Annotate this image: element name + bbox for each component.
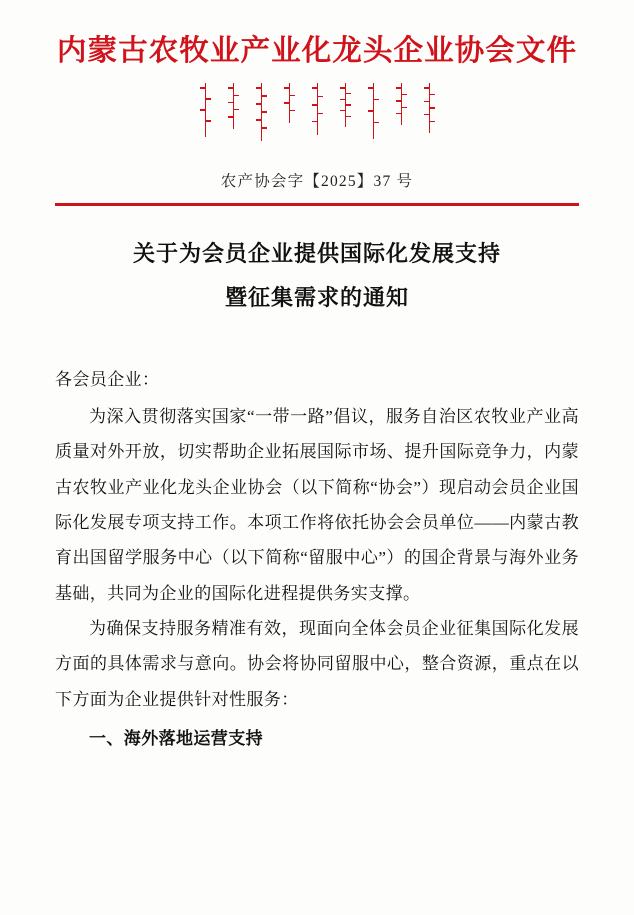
salutation: 各会员企业：: [55, 369, 160, 389]
mongolian-glyph: [396, 81, 407, 143]
mongolian-glyph: [228, 81, 239, 143]
body-paragraph-2: 为确保支持服务精准有效，现面向全体会员企业征集国际化发展方面的具体需求与意向。协会将协同留服中心，整合资源，重点在以下方面为企业提供针对性服务：: [55, 619, 579, 709]
document-title: [55, 232, 579, 320]
masthead: [55, 0, 579, 143]
mongolian-glyph: [340, 81, 351, 143]
document-body: [55, 362, 579, 757]
document-number: 农产协会字【2025】37 号: [220, 173, 414, 191]
document-title-line-1: 关于为会员企业提供国际化发展支持: [132, 240, 501, 267]
document-number-block: [55, 169, 579, 205]
organization-title: 内蒙古农牧业产业化龙头企业协会文件: [56, 33, 578, 67]
red-divider-rule: [55, 203, 579, 205]
mongolian-glyph: [200, 81, 211, 143]
section-heading-1: 一、海外落地运营支持: [89, 729, 263, 749]
mongolian-glyph: [312, 81, 323, 143]
mongolian-script-decoration: [55, 81, 579, 143]
document-title-line-2: 暨征集需求的通知: [224, 284, 409, 311]
body-paragraph-1: 为深入贯彻落实国家“一带一路”倡议，服务自治区农牧业产业高质量对外开放，切实帮助企业拓展国际市场、提升国际竞争力，内蒙古农牧业产业化龙头企业协会（以下简称“协会”）现启动会员企业国际化发展专项支持工作。本项工作将依托协会会员单位——内蒙古教育出国留学服务中心（以下简称“留服中心”）的国企背景与海外业务基础，共同为企业的国际化进程提供务实支撑。: [55, 406, 579, 603]
mongolian-glyph: [284, 81, 295, 143]
mongolian-glyph: [424, 81, 435, 143]
mongolian-glyph: [368, 81, 379, 143]
mongolian-glyph: [256, 81, 267, 143]
